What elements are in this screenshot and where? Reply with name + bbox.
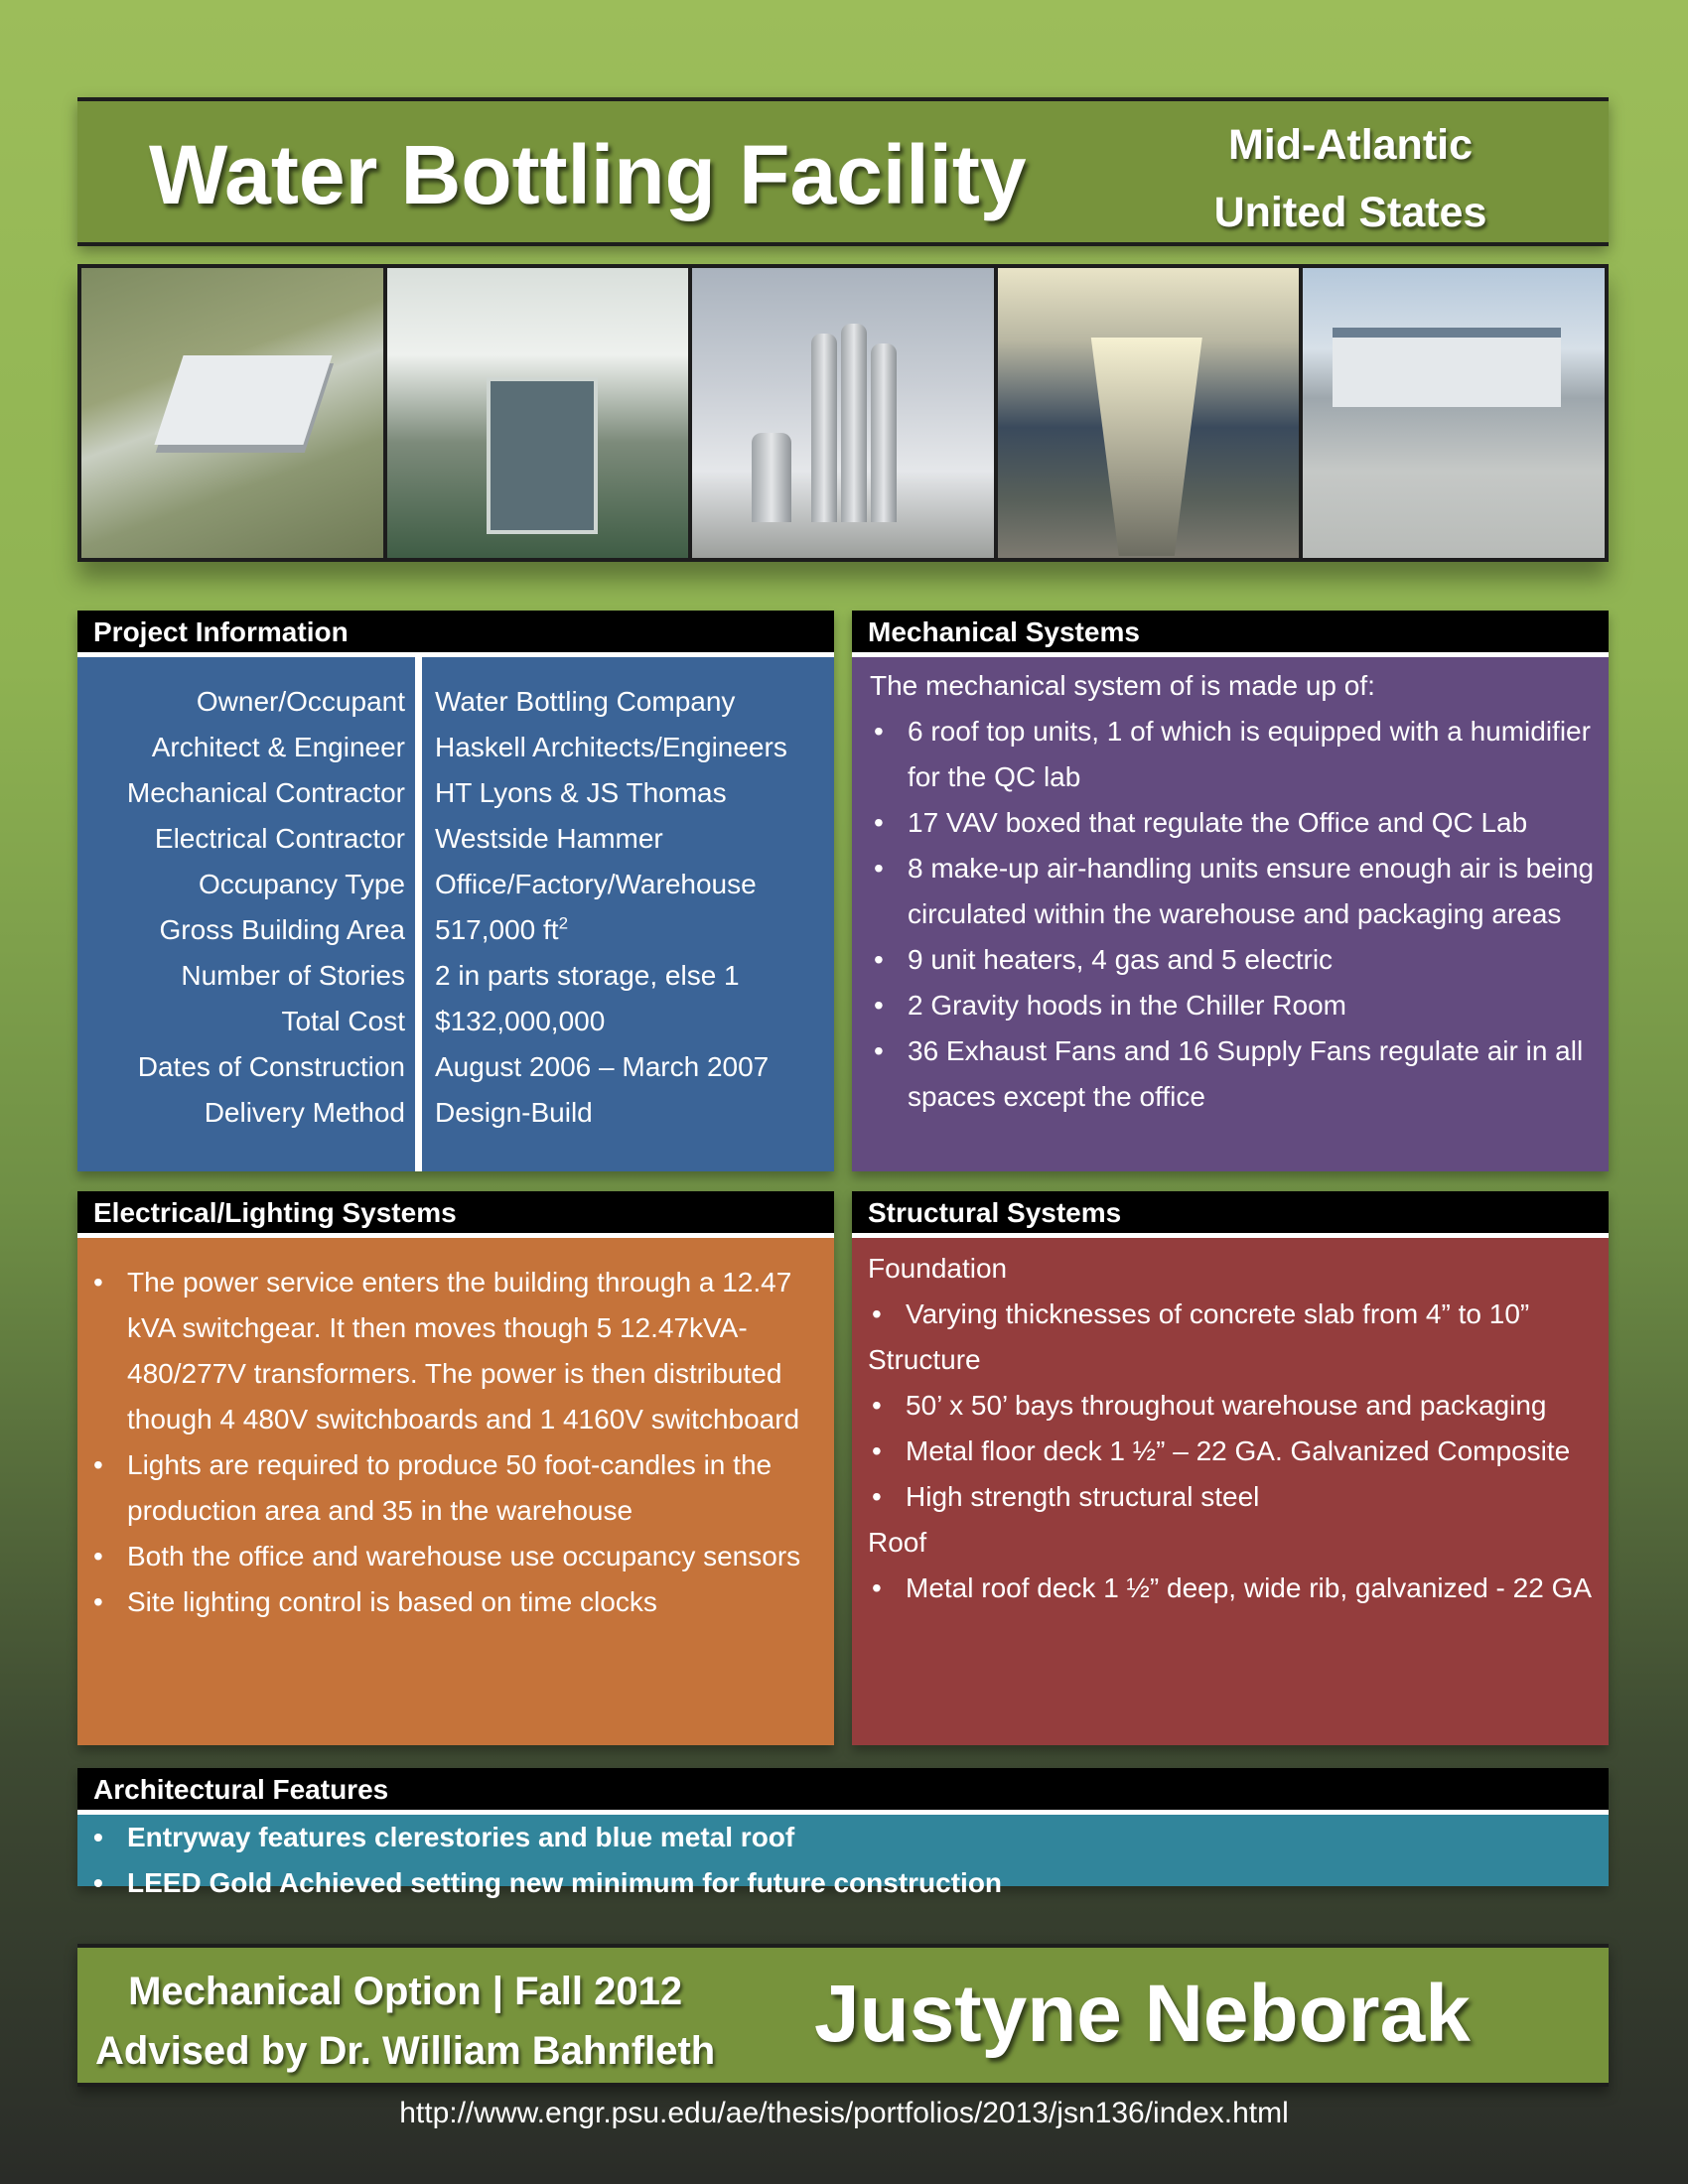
mechanical-item: • 8 make-up air-handling units ensure enough air is being circulated within the warehouse and packaging areas (870, 846, 1595, 937)
superscript: 2 (558, 913, 569, 933)
project-info-value-text: 517,000 ft (435, 914, 559, 945)
architectural-features-panel (77, 1768, 1609, 1898)
project-info-row (77, 953, 834, 999)
project-info-key: Architect & Engineer (151, 732, 405, 762)
architectural-features-heading: Architectural Features (77, 1768, 1609, 1815)
project-info-key: Dates of Construction (137, 1051, 405, 1082)
mechanical-item: • 9 unit heaters, 4 gas and 5 electric (870, 937, 1595, 983)
architectural-item: • LEED Gold Achieved setting new minimum for future construction (89, 1860, 1595, 1906)
project-info-value-text: Design-Build (435, 1097, 593, 1128)
project-info-value-text: August 2006 – March 2007 (435, 1051, 770, 1082)
project-info-row (77, 679, 834, 725)
title-banner (77, 97, 1609, 246)
project-info-key: Owner/Occupant (196, 686, 405, 717)
project-information-panel (77, 611, 834, 1171)
project-info-key: Gross Building Area (159, 914, 405, 945)
electrical-item: • Lights are required to produce 50 foot-candles in the production area and 35 in the warehouse (89, 1442, 820, 1534)
project-info-value-text: 2 in parts storage, else 1 (435, 960, 740, 991)
mechanical-intro: The mechanical system of is made up of: (870, 670, 1375, 701)
location-region: Mid-Atlantic (1227, 121, 1474, 169)
photo-strip (77, 264, 1609, 562)
electrical-item: • Site lighting control is based on time clocks (89, 1579, 820, 1625)
location-country: United States (1213, 189, 1487, 236)
footer-credits (95, 1962, 715, 2081)
mechanical-list (870, 709, 1595, 1120)
project-info-row (77, 770, 834, 816)
mechanical-item: • 2 Gravity hoods in the Chiller Room (870, 983, 1595, 1028)
project-info-row (77, 725, 834, 770)
project-info-key: Number of Stories (181, 960, 405, 991)
project-info-key: Electrical Contractor (154, 823, 405, 854)
project-info-value (435, 770, 727, 816)
architectural-item: • Entryway features clerestories and blue metal roof (89, 1815, 1595, 1860)
mechanical-item: • 36 Exhaust Fans and 16 Supply Fans regulate air in all spaces except the office (870, 1028, 1595, 1120)
project-info-value-text: $132,000,000 (435, 1006, 606, 1036)
structural-systems-panel (852, 1191, 1609, 1745)
project-info-row (77, 1044, 834, 1090)
electrical-list (89, 1260, 820, 1625)
project-info-value-text: Westside Hammer (435, 823, 663, 854)
advisor: Advised by Dr. William Bahnfleth (95, 2029, 716, 2073)
project-info-table (77, 679, 834, 1136)
project-info-row (77, 862, 834, 907)
structure-item: • 50’ x 50’ bays throughout warehouse and packaging (868, 1383, 1595, 1429)
option-term: Mechanical Option | Fall 2012 (128, 1970, 683, 2013)
silo-tanks-photo (692, 268, 994, 558)
project-info-value (435, 725, 787, 770)
project-info-value (435, 907, 568, 953)
footer-banner (77, 1944, 1609, 2087)
foundation-list (868, 1292, 1595, 1337)
project-info-key: Occupancy Type (198, 869, 405, 899)
project-info-key: Delivery Method (204, 1097, 405, 1128)
architectural-list (89, 1815, 1595, 1906)
foundation-item: • Varying thicknesses of concrete slab from 4” to 10” (868, 1292, 1595, 1337)
project-info-row (77, 816, 834, 862)
project-info-value (435, 999, 605, 1044)
mechanical-item: • 17 VAV boxed that regulate the Office and QC Lab (870, 800, 1595, 846)
project-info-value-text: Water Bottling Company (435, 686, 736, 717)
project-info-value (435, 862, 757, 907)
page-title: Water Bottling Facility (149, 128, 1027, 221)
author-name: Justyne Neborak (814, 1969, 1471, 2059)
roof-label: Roof (868, 1527, 927, 1558)
corridor-photo (998, 268, 1300, 558)
project-info-value-text: Office/Factory/Warehouse (435, 869, 757, 899)
structure-list (868, 1383, 1595, 1520)
electrical-item: • The power service enters the building through a 12.47 kVA switchgear. It then moves though 5 12.47kVA-480/277V transformers. The power is then distributed though 4 480V switchboards and 1 4160V switchboard (89, 1260, 820, 1442)
structure-item: • High strength structural steel (868, 1474, 1595, 1520)
mechanical-systems-heading: Mechanical Systems (852, 611, 1609, 657)
project-info-key: Mechanical Contractor (126, 777, 405, 808)
electrical-lighting-heading: Electrical/Lighting Systems (77, 1191, 834, 1238)
project-info-value (435, 1044, 769, 1090)
foundation-label: Foundation (868, 1253, 1008, 1284)
project-info-row (77, 907, 834, 953)
electrical-lighting-panel (77, 1191, 834, 1745)
roof-item: • Metal roof deck 1 ½” deep, wide rib, galvanized - 22 GA (868, 1566, 1595, 1611)
building-exterior-photo (1303, 268, 1605, 558)
project-info-value-text: HT Lyons & JS Thomas (435, 777, 727, 808)
project-information-heading: Project Information (77, 611, 834, 657)
project-info-value-text: Haskell Architects/Engineers (435, 732, 787, 762)
structure-label: Structure (868, 1344, 981, 1375)
project-info-value (435, 679, 735, 725)
project-info-value (435, 953, 740, 999)
project-info-value (435, 1090, 593, 1136)
project-info-value (435, 816, 663, 862)
roof-list (868, 1566, 1595, 1611)
project-info-row (77, 1090, 834, 1136)
structural-systems-heading: Structural Systems (852, 1191, 1609, 1238)
structure-item: • Metal floor deck 1 ½” – 22 GA. Galvanized Composite (868, 1429, 1595, 1474)
project-info-row (77, 999, 834, 1044)
portfolio-url[interactable]: http://www.engr.psu.edu/ae/thesis/portfolios/2013/jsn136/index.html (399, 2097, 1289, 2129)
project-info-key: Total Cost (281, 1006, 405, 1036)
aerial-site-photo (81, 268, 383, 558)
entry-atrium-photo (387, 268, 689, 558)
mechanical-item: • 6 roof top units, 1 of which is equipped with a humidifier for the QC lab (870, 709, 1595, 800)
location (1192, 111, 1509, 246)
electrical-item: • Both the office and warehouse use occupancy sensors (89, 1534, 820, 1579)
mechanical-systems-panel (852, 611, 1609, 1171)
